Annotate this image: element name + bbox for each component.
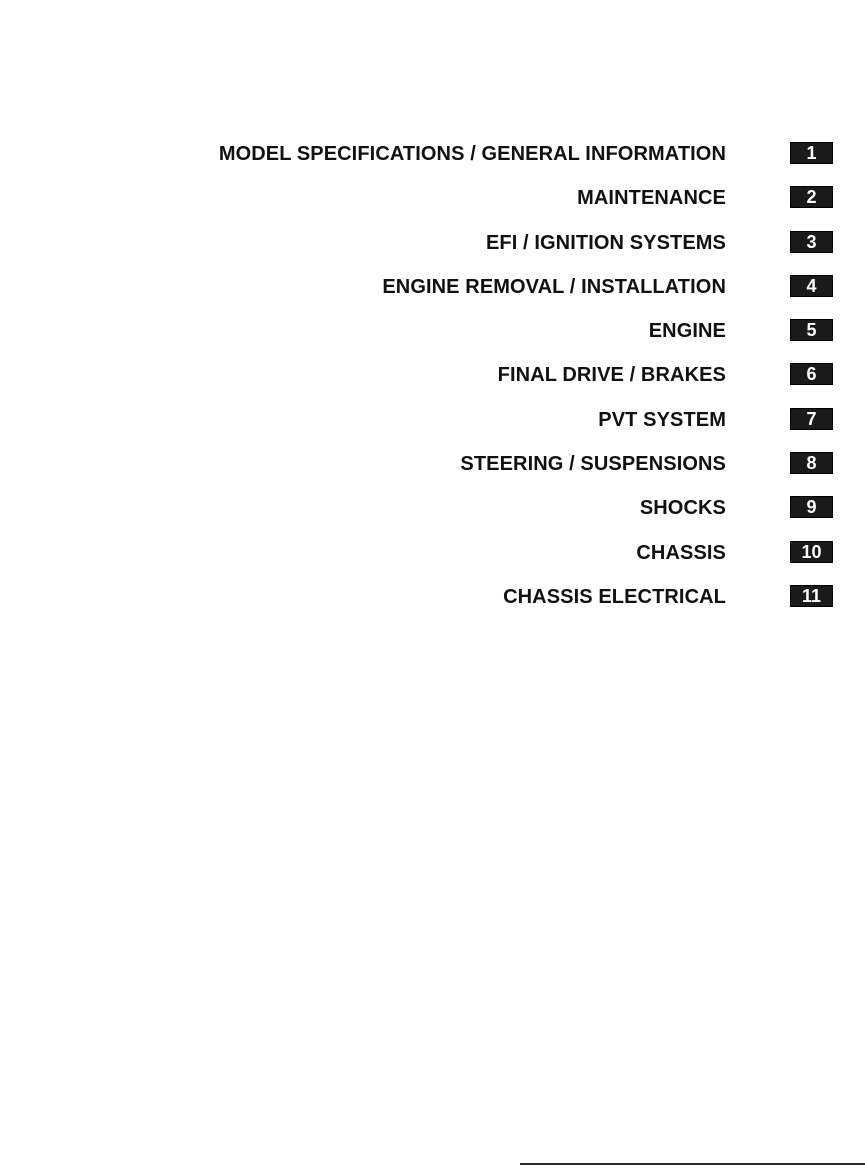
bottom-edge-rule xyxy=(520,1163,865,1165)
toc-item-pvt-system[interactable] xyxy=(0,401,865,445)
toc-item-label[interactable]: CHASSIS xyxy=(636,541,726,564)
chapter-tab[interactable]: 4 xyxy=(790,275,833,297)
toc-item-label[interactable]: MODEL SPECIFICATIONS / GENERAL INFORMATION xyxy=(218,143,726,165)
toc-item-efi-ignition[interactable] xyxy=(0,224,865,268)
toc-item-maintenance[interactable] xyxy=(0,179,865,223)
chapter-tab[interactable]: 3 xyxy=(790,231,833,253)
toc-item-final-drive[interactable] xyxy=(0,356,865,400)
toc-item-label[interactable]: STEERING / SUSPENSIONS xyxy=(460,453,726,476)
chapter-tab[interactable]: 10 xyxy=(790,541,833,563)
chapter-tab[interactable]: 2 xyxy=(790,186,833,208)
chapter-tab[interactable]: 7 xyxy=(790,408,833,430)
toc-item-label[interactable]: PVT SYSTEM xyxy=(598,408,726,431)
toc-item-label[interactable]: FINAL DRIVE / BRAKES xyxy=(497,364,726,387)
chapter-tab[interactable]: 1 xyxy=(790,142,833,164)
toc-item-label[interactable]: ENGINE REMOVAL / INSTALLATION xyxy=(382,275,726,298)
toc-item-label[interactable]: EFI / IGNITION SYSTEMS xyxy=(485,231,726,254)
toc-item-chassis-electrical[interactable] xyxy=(0,578,865,622)
table-of-contents xyxy=(0,135,865,622)
toc-item-label[interactable]: CHASSIS ELECTRICAL xyxy=(503,585,726,608)
chapter-tab[interactable]: 5 xyxy=(790,319,833,341)
toc-item-model-specifications[interactable] xyxy=(0,135,865,179)
chapter-tab[interactable]: 8 xyxy=(790,452,833,474)
toc-item-label[interactable]: MAINTENANCE xyxy=(577,187,726,210)
toc-item-label[interactable]: SHOCKS xyxy=(639,497,726,520)
toc-item-label[interactable]: ENGINE xyxy=(648,320,726,343)
toc-item-chassis[interactable] xyxy=(0,534,865,578)
chapter-tab[interactable]: 9 xyxy=(790,496,833,518)
toc-item-engine[interactable] xyxy=(0,312,865,356)
chapter-tab[interactable]: 11 xyxy=(790,585,833,607)
toc-item-engine-removal[interactable] xyxy=(0,268,865,312)
chapter-tab[interactable]: 6 xyxy=(790,363,833,385)
toc-item-shocks[interactable] xyxy=(0,489,865,533)
toc-item-steering[interactable] xyxy=(0,445,865,489)
